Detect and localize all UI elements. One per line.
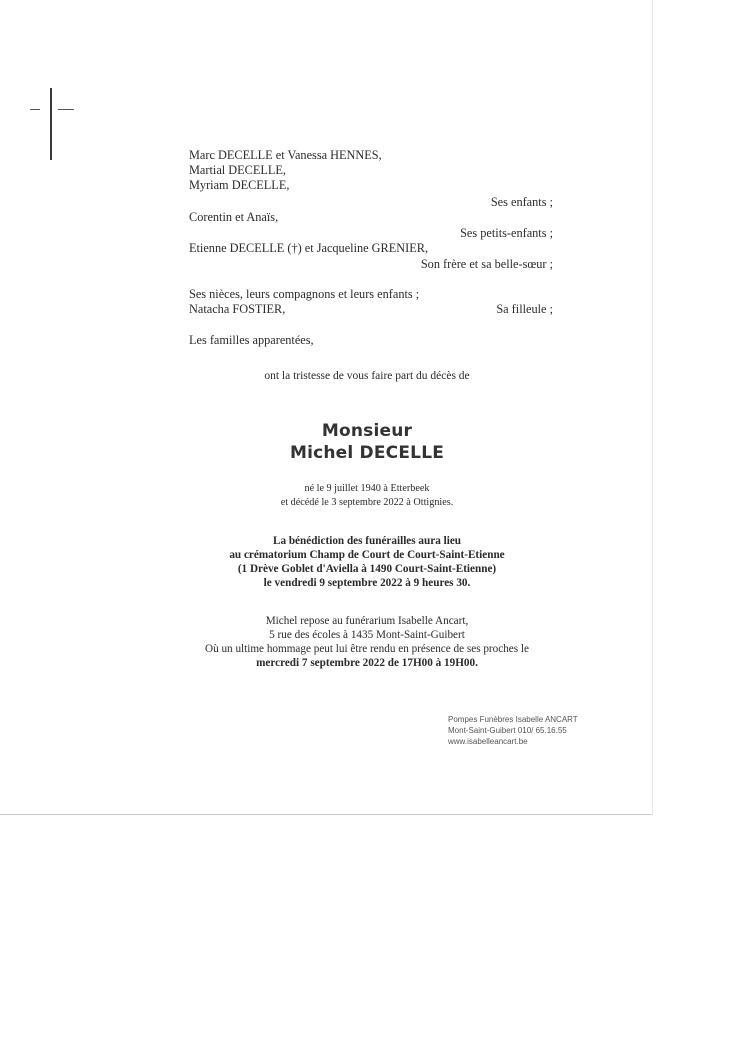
grandchildren: Corentin et Anaïs, [189, 210, 279, 224]
ceremony-line-1: La bénédiction des funérailles aura lieu [272, 535, 462, 547]
children-role: Ses enfants ; [490, 195, 553, 209]
goddaughter: Natacha FOSTIER, [189, 302, 286, 316]
funeral-home-phone: Mont-Saint-Guibert 010/ 65.16.55 [448, 726, 567, 735]
child-2: Martial DECELLE, [189, 163, 286, 177]
ceremony-line-3: (1 Drève Goblet d'Aviella à 1490 Court-Saint-Etienne) [237, 563, 497, 575]
child-3: Myriam DECELLE, [189, 178, 290, 192]
repose-line-2: 5 rue des écoles à 1435 Mont-Saint-Guibert [269, 629, 465, 641]
funeral-home-name: Pompes Funèbres Isabelle ANCART [448, 715, 578, 724]
nieces: Ses nièces, leurs compagnons et leurs enfants ; [189, 287, 420, 301]
death-info: et décédé le 3 septembre 2022 à Ottignies. [280, 497, 454, 508]
ceremony-line-2: au crématorium Champ de Court de Court-Saint-Etienne [229, 549, 505, 561]
child-1: Marc DECELLE et Vanessa HENNES, [189, 148, 382, 162]
repose-line-1: Michel repose au funérarium Isabelle Ancart, [265, 615, 469, 627]
grandchildren-role: Ses petits-enfants ; [460, 226, 553, 240]
cross-icon [28, 88, 78, 162]
title-honorific: Monsieur [321, 421, 413, 441]
birth-info: né le 9 juillet 1940 à Etterbeek [304, 483, 430, 494]
funeral-home-web: www.isabelleancart.be [448, 737, 528, 746]
scan-edge [0, 814, 652, 815]
ceremony-line-4: le vendredi 9 septembre 2022 à 9 heures 30. [263, 577, 471, 589]
brother-role: Son frère et sa belle-sœur ; [420, 257, 553, 271]
scan-edge-right [652, 0, 653, 815]
goddaughter-role: Sa filleule ; [496, 302, 553, 316]
repose-line-4: mercredi 7 septembre 2022 de 17H00 à 19H00. [256, 657, 478, 669]
relatives: Les familles apparentées, [189, 333, 314, 347]
brother: Etienne DECELLE (†) et Jacqueline GRENIER, [189, 241, 429, 255]
intro-text: ont la tristesse de vous faire part du décès de [264, 370, 470, 382]
deceased-name: Michel DECELLE [289, 443, 445, 463]
repose-line-3: Où un ultime hommage peut lui être rendu en présence de ses proches le [204, 643, 530, 655]
